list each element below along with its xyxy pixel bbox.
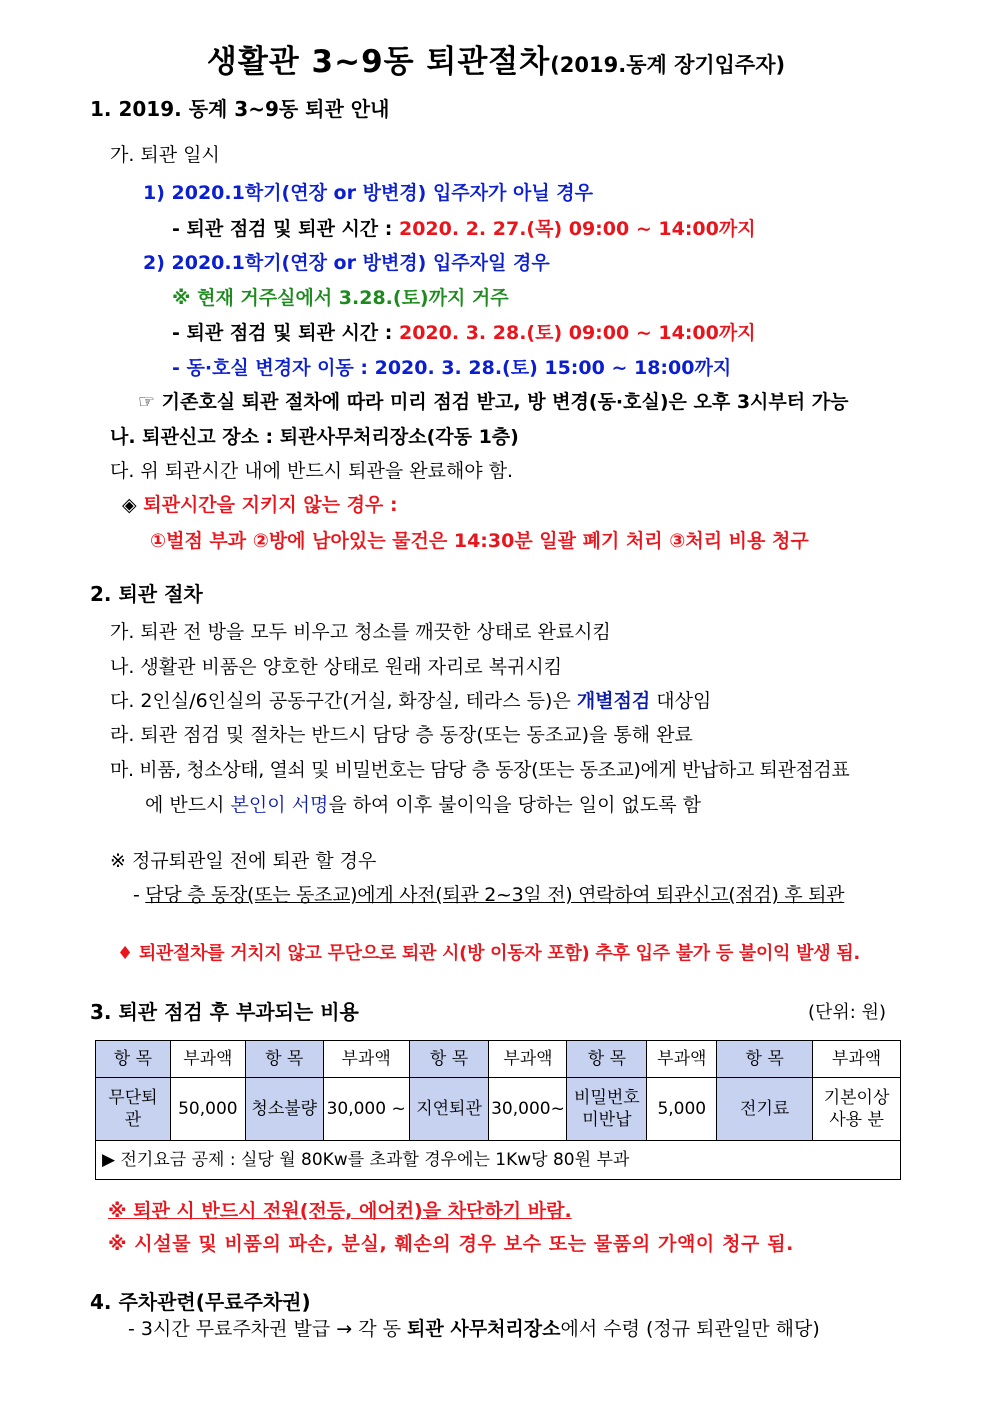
col-fee-header: 부과액 bbox=[647, 1041, 717, 1078]
s4-parking-emphasis: 퇴관 사무처리장소 bbox=[407, 1318, 561, 1340]
s2-early-dash: - bbox=[133, 884, 146, 906]
s1-warning-items: ①벌점 부과 ②방에 남아있는 물건은 14:30분 일괄 폐기 처리 ③처리 비용 청구 bbox=[150, 530, 809, 552]
diamond-filled-icon: ♦ bbox=[117, 943, 133, 964]
col-item-header: 항 목 bbox=[567, 1041, 647, 1078]
s1-pointer-note bbox=[138, 387, 848, 414]
section-1-heading: 1. 2019. 동계 3~9동 퇴관 안내 bbox=[90, 97, 390, 121]
fee-table bbox=[95, 1040, 901, 1180]
section-2-heading: 2. 퇴관 절차 bbox=[90, 582, 203, 606]
fee-late-checkout: 30,000~ bbox=[489, 1078, 567, 1141]
s2-ma-cont-emphasis: 본인이 서명 bbox=[230, 794, 329, 816]
s1-case2-time-value: 2020. 3. 28.(토) 09:00 ~ 14:00까지 bbox=[398, 322, 756, 344]
fee-unauthorized-checkout: 50,000 bbox=[170, 1078, 245, 1141]
s2-ma-cont bbox=[145, 790, 701, 817]
col-fee-header: 부과액 bbox=[489, 1041, 567, 1078]
s4-parking-pre: - 3시간 무료주차권 발급 → 각 동 bbox=[128, 1318, 408, 1340]
s1-case1: 1) 2020.1학기(연장 or 방변경) 입주자가 아닐 경우 bbox=[143, 182, 594, 204]
item-line: 관 bbox=[124, 1110, 142, 1130]
s2-early-body-text: 담당 층 동장(또는 동조교)에게 사전(퇴관 2~3일 전) 연락하여 퇴관신고(점검) 후 퇴관 bbox=[145, 884, 845, 906]
item-poor-cleaning: 청소불량 bbox=[245, 1078, 323, 1141]
fee-table-note-row bbox=[96, 1141, 901, 1180]
s2-warning bbox=[117, 939, 860, 965]
title-sub: (2019.동계 장기입주자) bbox=[550, 53, 786, 77]
diamond-outline-icon: ◈ bbox=[122, 494, 137, 516]
pointing-hand-icon: ☞ bbox=[138, 391, 156, 413]
s4-parking-post: 에서 수령 (정규 퇴관일만 해당) bbox=[560, 1318, 820, 1340]
item-line: 미반납 bbox=[582, 1110, 632, 1130]
col-item-header: 항 목 bbox=[409, 1041, 489, 1078]
s4-parking-line bbox=[128, 1314, 820, 1341]
s1-case1-time bbox=[172, 214, 756, 241]
fee-password-unreturned: 5,000 bbox=[647, 1078, 717, 1141]
section-3-heading: 3. 퇴관 점검 후 부과되는 비용 bbox=[90, 1000, 359, 1024]
s2-ma-cont-pre: 에 반드시 bbox=[145, 794, 231, 816]
s2-na: 나. 생활관 비품은 양호한 상태로 원래 자리로 복귀시킴 bbox=[110, 656, 563, 678]
item-unauthorized-checkout bbox=[96, 1078, 171, 1141]
fee-table-header-row bbox=[96, 1041, 901, 1078]
s2-ra: 라. 퇴관 점검 및 절차는 반드시 담당 층 동장(또는 동조교)을 통해 완료 bbox=[110, 724, 693, 746]
s2-ga: 가. 퇴관 전 방을 모두 비우고 청소를 깨끗한 상태로 완료시킴 bbox=[110, 621, 611, 643]
s1-warning-head-text: 퇴관시간을 지키지 않는 경우 : bbox=[143, 494, 398, 516]
item-line: 비밀번호 bbox=[574, 1088, 640, 1108]
s1-case2-note: ※ 현재 거주실에서 3.28.(토)까지 거주 bbox=[172, 287, 509, 309]
s1-case1-time-label: - 퇴관 점검 및 퇴관 시간 : bbox=[172, 218, 399, 240]
page-title bbox=[0, 36, 992, 81]
item-line: 무단퇴 bbox=[108, 1088, 158, 1108]
col-fee-header: 부과액 bbox=[813, 1041, 901, 1078]
col-item-header: 항 목 bbox=[717, 1041, 813, 1078]
s3-unit: (단위: 원) bbox=[808, 1002, 886, 1023]
s2-da bbox=[110, 686, 711, 713]
s2-early-body bbox=[133, 880, 844, 907]
item-late-checkout: 지연퇴관 bbox=[409, 1078, 489, 1141]
s1-warning-head bbox=[122, 490, 398, 517]
s3-notice-damage: ※ 시설물 및 비품의 파손, 분실, 훼손의 경우 보수 또는 물품의 가액이 청구 됨. bbox=[108, 1233, 794, 1255]
fee-poor-cleaning: 30,000 ~ bbox=[323, 1078, 409, 1141]
s2-da-emphasis: 개별점검 bbox=[576, 690, 651, 712]
title-main: 생활관 3~9동 퇴관절차 bbox=[206, 44, 551, 80]
s1-na bbox=[110, 422, 519, 449]
s1-case2-time bbox=[172, 318, 756, 345]
s2-early-head: ※ 정규퇴관일 전에 퇴관 할 경우 bbox=[110, 850, 377, 872]
s1-case2-time-label: - 퇴관 점검 및 퇴관 시간 : bbox=[172, 322, 399, 344]
s2-ma: 마. 비품, 청소상태, 열쇠 및 비밀번호는 담당 층 동장(또는 동조교)에게 반납하고 퇴관점검표 bbox=[110, 759, 850, 781]
s1-da: 다. 위 퇴관시간 내에 반드시 퇴관을 완료해야 함. bbox=[110, 460, 514, 482]
s2-da-pre: 다. 2인실/6인실의 공동구간(거실, 화장실, 테라스 등)은 bbox=[110, 690, 577, 712]
col-item-header: 항 목 bbox=[96, 1041, 171, 1078]
item-electricity: 전기료 bbox=[717, 1078, 813, 1141]
s2-ma-cont-post: 을 하여 이후 불이익을 당하는 일이 없도록 함 bbox=[328, 794, 701, 816]
fee-electricity bbox=[813, 1078, 901, 1141]
fee-line: 기본이상 bbox=[823, 1088, 890, 1108]
s1-case2-move: - 동·호실 변경자 이동 : 2020. 3. 28.(토) 15:00 ~ 18:00까지 bbox=[172, 357, 732, 379]
section-4-heading: 4. 주차관련(무료주차권) bbox=[90, 1290, 311, 1314]
s3-notice-power: ※ 퇴관 시 반드시 전원(전등, 에어컨)을 차단하기 바람. bbox=[108, 1200, 572, 1222]
col-fee-header: 부과액 bbox=[323, 1041, 409, 1078]
fee-table-value-row bbox=[96, 1078, 901, 1141]
col-item-header: 항 목 bbox=[245, 1041, 323, 1078]
item-password-unreturned bbox=[567, 1078, 647, 1141]
s2-warning-text: 퇴관절차를 거치지 않고 무단으로 퇴관 시(방 이동자 포함) 추후 입주 불가 등 불이익 발생 됨. bbox=[138, 943, 860, 964]
s1-case2: 2) 2020.1학기(연장 or 방변경) 입주자일 경우 bbox=[143, 252, 550, 274]
col-fee-header: 부과액 bbox=[170, 1041, 245, 1078]
s1-ga: 가. 퇴관 일시 bbox=[110, 144, 220, 166]
electricity-note: ▶ 전기요금 공제 : 실당 월 80Kw를 초과할 경우에는 1Kw당 80원 부과 bbox=[96, 1141, 901, 1180]
s1-na-text: 나. 퇴관신고 장소 : 퇴관사무처리장소(각동 1층) bbox=[110, 426, 519, 448]
s1-pointer-text: 기존호실 퇴관 절차에 따라 미리 점검 받고, 방 변경(동·호실)은 오후 3시부터 가능 bbox=[161, 391, 849, 413]
s1-case1-time-value: 2020. 2. 27.(목) 09:00 ~ 14:00까지 bbox=[398, 218, 756, 240]
s2-da-post: 대상임 bbox=[650, 690, 712, 712]
fee-line: 사용 분 bbox=[829, 1110, 884, 1130]
